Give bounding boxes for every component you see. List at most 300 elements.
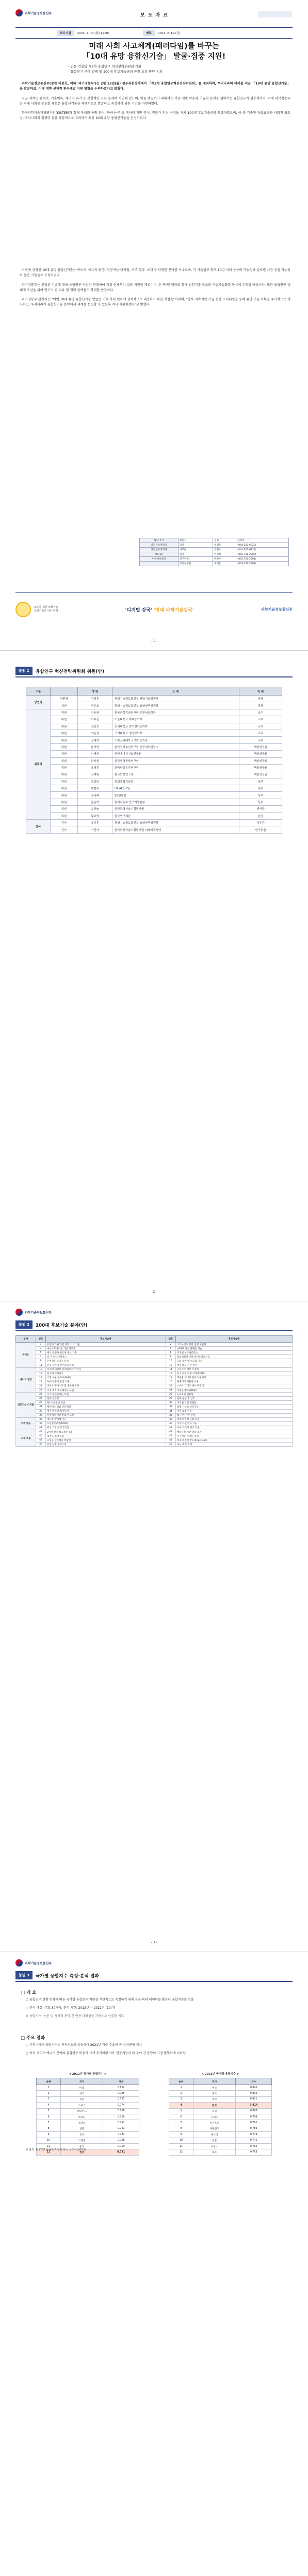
overview-point-2: ○ 분석 대상: 주요 30개국, 분석 기간: 2012년 ~ 2021년 (10년) [26,2006,115,2010]
candidate-head-tech-1: 후보기술명 [46,1336,166,1343]
committee-name: 최은정 [78,730,112,736]
committee-head-row [26,687,282,696]
rank-2021-head-index: 지수 [236,2078,272,2085]
candidate-number: 10 [166,1359,175,1363]
appendix-2-header [15,1320,293,1329]
candidate-number: 31 [36,1405,46,1409]
committee-name: 문준혁 [78,799,112,805]
ministry-emblem-icon [15,1959,23,1967]
committee-affiliation: 고려대학교 생명과학부 [112,730,239,736]
rank-number: 5 [169,2108,193,2114]
rank-row [37,2114,139,2120]
committee-affiliation: 삼성종합기술원 [112,778,239,785]
page-appendix-2 [0,1301,308,1952]
candidate-row [16,1359,293,1363]
rank-country: 프랑스 [60,2120,103,2126]
candidate-number: 7 [36,1355,46,1359]
candidate-number: 36 [166,1413,175,1417]
page-number: - 3 - [151,1941,157,1944]
appendix-2-rule [15,1330,293,1331]
slogan-small-line-1: 모두를 위한 과학기술 [34,606,58,609]
ministry-logo [15,1309,293,1316]
committee-affiliation: 한국과학기술기획평가원 미래예측센터 [112,826,239,833]
ministry-name: 과학기술정보통신부 [25,1961,52,1965]
candidate-tech-name: 뉴로모픽 컴퓨팅 [175,1393,292,1397]
committee-position: 교수 [239,723,282,730]
rank-row [169,2114,272,2120]
contact-name: 김철수 [213,548,236,552]
candidate-row [16,1351,293,1355]
committee-head-name: 성 명 [78,687,112,696]
committee-position: 책임연구원 [239,764,282,771]
rank-index: 0.741 [103,2126,139,2131]
rank-2012-head-country: 국가 [60,2078,103,2085]
committee-position: 사무관 [239,820,282,826]
rank-country: 영국 [60,2091,103,2096]
rank-index: 0.711 [103,2149,139,2155]
contact-head-name: 성명 [213,538,236,543]
subtitle-box [68,64,240,74]
rank-2012-head-rank: 순위 [37,2078,61,2085]
ministry-name: 과학기술정보통신부 [25,11,52,15]
rank-row [169,2149,272,2155]
committee-position: 전무 [239,785,282,792]
candidate-number: 45 [36,1434,46,1438]
contact-dept: 과학기술정책국 [140,543,179,548]
committee-row [26,771,282,778]
rank-index: 0.771 [236,2138,272,2143]
subtitle-line-2: - 융합연구 분야 과제 및 100대 후보기술군의 중장 조정 방안 논의 [68,70,163,74]
rank-number: 2 [169,2091,193,2096]
committee-role: 위원 [51,730,78,736]
committee-role: 위원 [51,771,78,778]
contact-head-dept: 담당 부서 [140,538,179,543]
contact-head-role: 책임자 [179,538,213,543]
appendix-3-title: 국가별 융합지수 측정·분석 결과 [35,1973,99,1979]
page-number: - 2 - [151,1290,157,1294]
rank-country: 네덜란드 [60,2108,103,2114]
committee-name: 정민호 [78,723,112,730]
committee-affiliation: 과학기술정보통신부 융합연구정책과 [112,820,239,826]
page-appendix-1 [0,651,308,1301]
committee-row [26,757,282,764]
rank-2021-head-rank: 순위 [169,2078,193,2085]
committee-row [26,826,282,833]
committee-affiliation: 과학기술정보통신부 융합연구정책과 [112,702,239,709]
rank-country: 호주 [193,2149,235,2155]
committee-row [26,737,282,743]
rank-country: 싱가포르 [193,2120,235,2126]
candidate-head-tech-2: 후보기술명 [175,1336,292,1343]
candidate-tech-name: 설명 가능한 인공지능 [175,1405,292,1409]
committee-position: 상무 [239,792,282,799]
release-time-label: 보도시점 [57,30,74,36]
candidate-tech-name: 도심항공교통(UAM) [46,1421,166,1426]
contact-dept: 미래예측센터 [140,557,179,562]
committee-affiliation: 한국전자통신연구원 인공지능연구소 [112,743,239,750]
rank-number: 6 [169,2114,193,2120]
candidate-row [16,1430,293,1434]
committee-row [26,792,282,799]
candidate-number: 3 [36,1347,46,1351]
committee-role: 위원 [51,716,78,723]
candidate-row [16,1426,293,1430]
rank-row [37,2096,139,2102]
rank-row [169,2132,272,2138]
candidate-tech-name: 핵융합 에너지 플라즈마 제어 [175,1376,292,1380]
slogan-small-text [34,606,58,613]
candidate-tech-name: 고성능 탄소섬유 복합재 [46,1438,166,1443]
candidate-tech-name: 초거대 인공지능 모델 [46,1393,166,1397]
candidate-tech-name: 전고체 이차전지 [46,1371,166,1376]
contact-row [140,548,289,552]
committee-group-label: 간사 [26,820,51,834]
candidate-head-area: 분야 [16,1336,36,1343]
candidate-number: 9 [36,1359,46,1363]
candidate-tech-name: 직접공기포집(DAC) [175,1388,292,1393]
rank-row [37,2085,139,2091]
candidate-number: 30 [166,1401,175,1405]
committee-position: 교수 [239,730,282,736]
candidate-row [16,1355,293,1359]
candidate-table [15,1335,293,1447]
committee-position: 단장 [239,812,282,819]
rank-number: 9 [169,2132,193,2138]
committee-role: 위원 [51,785,78,792]
main-title [15,41,293,62]
candidate-tech-name: 디지털 트윈 플랫폼 [175,1401,292,1405]
committee-name: 오세훈 [78,764,112,771]
rank-index: 0.728 [103,2138,139,2143]
committee-affiliation: 한국에너지기술연구원 [112,751,239,757]
committee-row [26,764,282,771]
candidate-number: 28 [166,1397,175,1401]
contact-phone[interactable]: (043-750-2301) [236,557,289,562]
candidate-number: 40 [166,1421,175,1426]
rank-index: 0.821 [236,2096,272,2102]
rank-index: 0.808 [236,2108,272,2114]
candidate-number: 39 [36,1421,46,1426]
candidate-row [16,1405,293,1409]
candidate-tech-name: 차세대 풍력 발전 기술 [46,1380,166,1384]
distribution-value: 2023. 2. 10.(금) [157,32,181,35]
contact-head-phone: 연락처 [236,538,289,543]
candidate-tech-name: 우주 쓰레기 제거 기술 [175,1426,292,1430]
contact-role: 연구위원 [179,557,213,562]
committee-role: 위원 [51,737,78,743]
rank-number: 2 [37,2091,61,2096]
rank-2021-caption: < 2021년 국가별 융합지수 > [201,2073,239,2076]
candidate-number: 41 [36,1426,46,1430]
candidate-number: 24 [166,1388,175,1393]
committee-row [26,696,282,702]
committee-role: 위원장 [51,696,78,702]
rank-row [169,2108,272,2114]
candidate-number: 26 [166,1393,175,1397]
rank-2012-caption: < 2012년 국가별 융합지수 > [69,2073,107,2076]
candidate-area-label: 우주 항공 [16,1417,36,1430]
candidate-number: 11 [36,1363,46,1367]
committee-row [26,785,282,792]
slogan-ministry: 과학기술정보통신부 [261,607,293,612]
rank-country: 프랑스 [193,2143,235,2149]
appendix-3-logo-row [15,1959,293,1969]
contact-phone[interactable]: (043-750-2302) [236,562,289,566]
rank-index: 0.774 [103,2103,139,2108]
committee-role: 위원 [51,764,78,771]
committee-row [26,799,282,805]
rank-country: 영국 [193,2096,235,2102]
committee-affiliation: 서울대학교 재료공학부 [112,716,239,723]
candidate-number: 46 [166,1434,175,1438]
candidate-number: 4 [166,1347,175,1351]
rank-index: 0.781 [103,2096,139,2102]
candidate-row [16,1343,293,1347]
candidate-number: 16 [166,1371,175,1376]
candidate-row [16,1397,293,1401]
contact-dept: KISTEP [140,552,179,557]
rank-country: 일본 [193,2138,235,2143]
contact-table [139,538,289,566]
candidate-number: 19 [36,1380,46,1384]
rank-index: 0.758 [236,2149,272,2155]
candidate-tech-name: AI 기반 신약 설계 [175,1413,292,1417]
candidate-head-no-1: 번호 [36,1336,46,1343]
candidate-tech-name: 오가노이드 기반 질병 모델링 [175,1343,292,1347]
candidate-area-label: 에너지 환경 [16,1367,36,1393]
contact-name: 홍길동 [213,543,236,548]
rank-number: 4 [169,2103,193,2108]
candidate-tech-name: 스마트 그리드 에너지 관리 [175,1384,292,1388]
candidate-tech-name: 2차원 신소재(그래핀 등) [46,1430,166,1434]
rank-country: 스위스 [60,2103,103,2108]
candidate-tech-name: 차세대 전력 반도체(SiC·GaN) [175,1438,292,1443]
candidate-number: 35 [36,1413,46,1417]
body-paragraph-3: 한국과학기술기획평가원(KISTEP)과 함께 국내외 동향 분석, 특허·논문 등 데이터 기반 분석, 전문가 의견 수렴을 거쳐 100대 후보기술군을 도출하였으며, 이 중 기술적 파급효과와 사회적 필요성, 우리나라의 경쟁력 등을 종합적으로 고려하여 최종 10대 유망 융합신기술을 선정하였다. [20,111,290,121]
page-appendix-3 [0,1952,308,2576]
contact-row [140,557,289,562]
committee-affiliation: SK텔레콤 [112,792,239,799]
candidate-number: 42 [166,1426,175,1430]
rank-2021-head-row [169,2078,272,2085]
candidate-tech-name: 나노 촉매 소재 [175,1443,292,1447]
release-time-value: 2023. 2. 13.(월) 12:00 [77,32,109,35]
committee-role: 위원 [51,757,78,764]
committee-name: 이수진 [78,716,112,723]
committee-role: 위원 [51,812,78,819]
body-paragraph-6: 과기정통부 관계자는 "이번 10대 유망 융합신기술 발굴은 미래 사회 변화에 선제적으로 대응하기 위한 첫걸음"이라며, "향후 지속적인 기술 동향 모니터링을 통해 유망 기술 목록을 주기적으로 갱신하고, 우리나라가 융합신기술 분야에서 세계를 선도할 수 있도록 적극 지원하겠다"고 밝혔다. [20,298,290,307]
committee-position: 책임연구원 [239,757,282,764]
contact-row [140,543,289,548]
committee-affiliation: 과학기술정보통신부 과학기술정책국 [112,696,239,702]
candidate-row [16,1371,293,1376]
header-highlight [258,11,292,18]
committee-row [26,723,282,730]
committee-head-role [51,687,78,696]
candidate-number: 27 [36,1397,46,1401]
rank-index: 0.799 [236,2114,272,2120]
candidate-number: 17 [36,1376,46,1380]
committee-role: 위원 [51,792,78,799]
contact-phone[interactable]: (043-750-2300) [236,552,289,557]
committee-head-position: 직 위 [239,687,282,696]
candidate-row [16,1380,293,1384]
committee-position: 교수 [239,709,282,716]
committee-position: 책임연구원 [239,751,282,757]
committee-role: 위원 [51,743,78,750]
rank-number: 11 [169,2143,193,2149]
candidate-tech-name: 마이크로바이옴 기반 치료제 [46,1347,166,1351]
rank-number: 4 [37,2103,61,2108]
candidate-tech-name: 유연·신축 전자소자 [46,1443,166,1447]
rank-number: 7 [169,2120,193,2126]
candidate-tech-name: 자율 로봇 지능 [175,1409,292,1413]
candidate-number: 44 [166,1430,175,1434]
committee-name: 김동원 [78,709,112,716]
candidate-tech-name: 디지털 치료제(DTx) [175,1351,292,1355]
rank-2012-head-row [37,2078,139,2085]
contact-row [140,562,289,566]
committee-row [26,812,282,819]
candidate-number: 34 [166,1409,175,1413]
rank-row [37,2120,139,2126]
rank-index: 0.779 [236,2132,272,2138]
committee-name: 황보영 [78,812,112,819]
candidate-tech-name: 자가치유 스마트 소재 [175,1434,292,1438]
candidate-tech-name: 차세대 태양전지(페로브스카이트) [46,1367,166,1371]
rank-row [37,2103,139,2108]
candidate-tech-name: 뇌-기계 인터페이스 [46,1355,166,1359]
ministry-logo [15,1959,293,1967]
rank-row [37,2138,139,2143]
slogan-main-b: '미래 과학기술강국' [153,607,194,613]
committee-row [26,716,282,723]
candidate-number: 1 [36,1343,46,1347]
committee-group-label: 위촉직 [26,709,51,819]
candidate-tech-name: 인공 장기 및 바이오프린팅 [46,1363,166,1367]
rank-country: 스위스 [193,2114,235,2120]
committee-affiliation: 한국연구재단 [112,812,239,819]
candidate-number: 49 [36,1443,46,1447]
slogan-small-line-2: 과학기술로 여는 미래 [34,609,58,613]
rank-number: 1 [37,2085,61,2091]
committee-head-affil: 소 속 [112,687,239,696]
rank-row [169,2103,272,2108]
rank-number: 8 [37,2126,61,2131]
rank-row [169,2085,272,2091]
committee-row [26,820,282,826]
rank-index: 0.814 [236,2103,272,2108]
committee-role: 간사 [51,820,78,826]
rank-country: 독일 [60,2096,103,2102]
candidate-tech-name: 메타물질 기반 광학 소자 [175,1430,292,1434]
rank-2012-head-index: 지수 [103,2078,139,2085]
committee-row [26,751,282,757]
candidate-row [16,1434,293,1438]
candidate-number: 14 [166,1367,175,1371]
candidate-number: 22 [166,1384,175,1388]
slogan-left [15,602,58,617]
rank-row [37,2108,139,2114]
candidate-number: 8 [166,1355,175,1359]
candidate-number: 25 [36,1393,46,1397]
contact-phone[interactable]: (044-202-6821) [236,548,289,552]
candidate-area-label: 소재 부품 [16,1430,36,1446]
candidate-tech-name: 위성 기반 광역 통신망 [46,1426,166,1430]
candidate-row [16,1413,293,1417]
candidate-number: 13 [36,1367,46,1371]
results-point-2: ○ 특히 바이오·에너지 분야의 융합연구 비중이 크게 증가하였으며, 인공지능과 타 분야 간 융합이 가장 활발하게 나타남 [26,2052,186,2055]
committee-affiliation: 연세대학교 전기전자공학부 [112,723,239,730]
candidate-number: 29 [36,1401,46,1405]
committee-name: 임재현 [78,751,112,757]
committee-position: 국장 [239,696,282,702]
contact-role: 과장 [179,543,213,548]
candidate-row [16,1401,293,1405]
candidate-number: 48 [166,1438,175,1443]
candidate-tech-name: 탄소 포집·활용·저장(CCUS) [175,1371,292,1376]
committee-name: 서민아 [78,826,112,833]
candidate-row [16,1388,293,1393]
candidate-number: 20 [166,1380,175,1384]
committee-group-label: 당연직 [26,696,51,709]
committee-name: 김정훈 [78,696,112,702]
candidate-tech-name: 단일세포 오믹스 분석 [46,1359,166,1363]
committee-name: 유지훈 [78,820,112,826]
committee-row [26,778,282,785]
committee-role: 위원 [51,806,78,812]
rank-country: 네덜란드 [193,2126,235,2131]
contact-phone[interactable]: (044-202-6820) [236,543,289,548]
committee-position: 과장 [239,702,282,709]
committee-affiliation: 한국과학기술원 바이오및뇌공학과 [112,709,239,716]
candidate-number: 50 [166,1443,175,1447]
committee-row [26,702,282,709]
candidate-row [16,1438,293,1443]
appendix-1-header [15,666,293,675]
rank-row [37,2132,139,2138]
rank-index: 0.752 [103,2120,139,2126]
appendix-2-logo-row [15,1309,293,1318]
appendix-2-title: 100대 후보기술 분야(안) [35,1323,88,1328]
rank-country: 미국 [193,2085,235,2091]
body-paragraph-5: 과기정통부는 선정된 기술에 대해 융합연구 사업과 연계하여 기획 단계부터 집중 지원할 계획이며, 산·학·연 협력을 통해 원천기술 확보와 기술사업화를 동시에 추진할 예정이다. 또한 융합연구 생태계 조성을 위해 연구자 간 교류 및 협력 플랫폼도 확대할 방침이다. [20,283,290,292]
contact-row [140,552,289,557]
rank-index: 0.786 [236,2126,272,2131]
candidate-number: 43 [36,1430,46,1434]
rank-index: 0.733 [103,2132,139,2138]
rank-country: 중국 [193,2091,235,2096]
body-paragraph-4: 이번에 선정된 10대 유망 융합신기술은 바이오, 에너지·환경, 인공지능·디지털, 우주·항공, 소재 등 다양한 분야를 아우르며, 각 기술별로 향후 10년 이내 상용화 가능성과 글로벌 시장 선점 가능성이 높은 기술들로 구성되었다. [20,268,290,278]
candidate-row [16,1393,293,1397]
committee-position: 책임연구원 [239,743,282,750]
contact-dept [140,562,179,566]
doc-type-label: 보도자료 [140,13,171,18]
candidate-tech-name: 기후 예측 초고해상도 모델 [46,1388,166,1393]
candidate-row [16,1409,293,1413]
main-title-line-2: 「10대 유망 융합신기술」 발굴·집중 지원! [82,53,226,61]
rank-2012-body [37,2085,139,2156]
body-paragraph-1: 과학기술정보통신부(장관 이종호, 이하 '과기정통부')는 2월 13일(월) 정부과천청사에서 「제2차 융합연구혁신전략위원회」를 개최하여, 우리나라의 미래를 이끌 「10대 유망 융합신기술」을 발굴하고, 이에 대한 선제적 연구개발 지원 방향을 논의하였다고 밝혔다. [20,82,290,91]
appendix-2-tag: 붙임 2 [15,1320,33,1329]
rank-2021-body [169,2085,272,2156]
candidate-number: 38 [166,1417,175,1421]
slogan-main [125,606,194,613]
committee-head-group: 구분 [26,687,51,696]
contact-head-row [140,538,289,543]
candidate-number: 33 [36,1409,46,1413]
press-body [20,81,290,126]
